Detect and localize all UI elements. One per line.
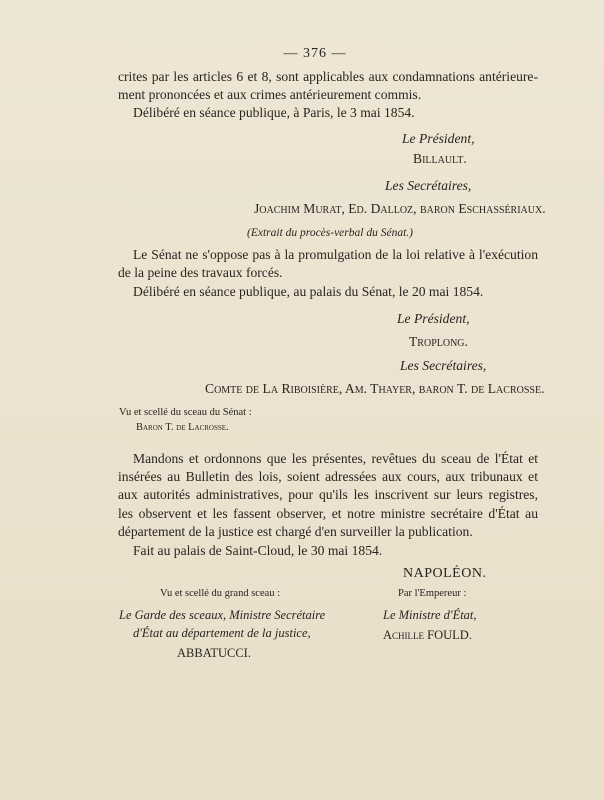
senate-seal-name: Baron T. de Lacrosse. xyxy=(136,422,229,433)
senate-seal-line: Vu et scellé du sceau du Sénat : xyxy=(119,407,252,418)
minister-first-name: Achille xyxy=(383,628,425,642)
decree-line: aux autorités administratives, pour qu'ils les inscrivent sur leurs registres, xyxy=(118,487,538,502)
secretaries-names: Comte de La Riboisière, Am. Thayer, baron T. de Lacrosse. xyxy=(205,381,545,396)
minister-title: Le Ministre d'État, xyxy=(383,608,477,622)
secretaries-title: Les Secrétaires, xyxy=(400,358,487,373)
minister-surname: FOULD. xyxy=(427,628,472,642)
paragraph-line: Le Sénat ne s'oppose pas à la promulgation de la loi relative à l'exécution xyxy=(133,247,538,262)
paragraph-line: crites par les articles 6 et 8, sont applicables aux condamnations antérieure- xyxy=(118,69,538,84)
secretaries-names: Joachim Murat, Ed. Dalloz, baron Eschassériaux. xyxy=(254,201,546,216)
president-title: Le Président, xyxy=(402,131,475,146)
secretaries-title: Les Secrétaires, xyxy=(385,178,472,193)
emperor-signature: NAPOLÉON. xyxy=(403,566,487,581)
president-title: Le Président, xyxy=(397,311,470,326)
president-name: Troplong. xyxy=(409,334,468,349)
page-number: — 376 — xyxy=(283,46,347,61)
deliberation-line: Délibéré en séance publique, au palais du Sénat, le 20 mai 1854. xyxy=(133,284,484,299)
grand-seal-line: Vu et scellé du grand sceau : xyxy=(160,588,281,599)
decree-line: Mandons et ordonnons que les présentes, revêtues du sceau de l'État et xyxy=(133,451,538,466)
paragraph-line: ment prononcées et aux crimes antérieurement commis. xyxy=(118,87,422,102)
done-at-line: Fait au palais de Saint-Cloud, le 30 mai 1854. xyxy=(133,543,383,558)
decree-line: insérées au Bulletin des lois, soient adressées aux cours, aux tribunaux et xyxy=(118,469,538,484)
president-name: Billault. xyxy=(413,151,467,166)
extract-note: (Extrait du procès-verbal du Sénat.) xyxy=(247,227,413,239)
deliberation-line: Délibéré en séance publique, à Paris, le 3 mai 1854. xyxy=(133,105,415,120)
by-emperor-line: Par l'Empereur : xyxy=(398,588,467,599)
keeper-title-line: Le Garde des sceaux, Ministre Secrétaire xyxy=(119,608,326,622)
keeper-title-line: d'État au département de la justice, xyxy=(133,626,311,640)
keeper-name: ABBATUCCI. xyxy=(177,646,251,660)
decree-line: département de la justice est chargé d'en surveiller la publication. xyxy=(118,524,473,539)
decree-line: les observent et les fassent observer, et notre ministre secrétaire d'État au xyxy=(118,506,538,521)
minister-name xyxy=(383,626,472,644)
paragraph-line: de la peine des travaux forcés. xyxy=(118,265,283,280)
